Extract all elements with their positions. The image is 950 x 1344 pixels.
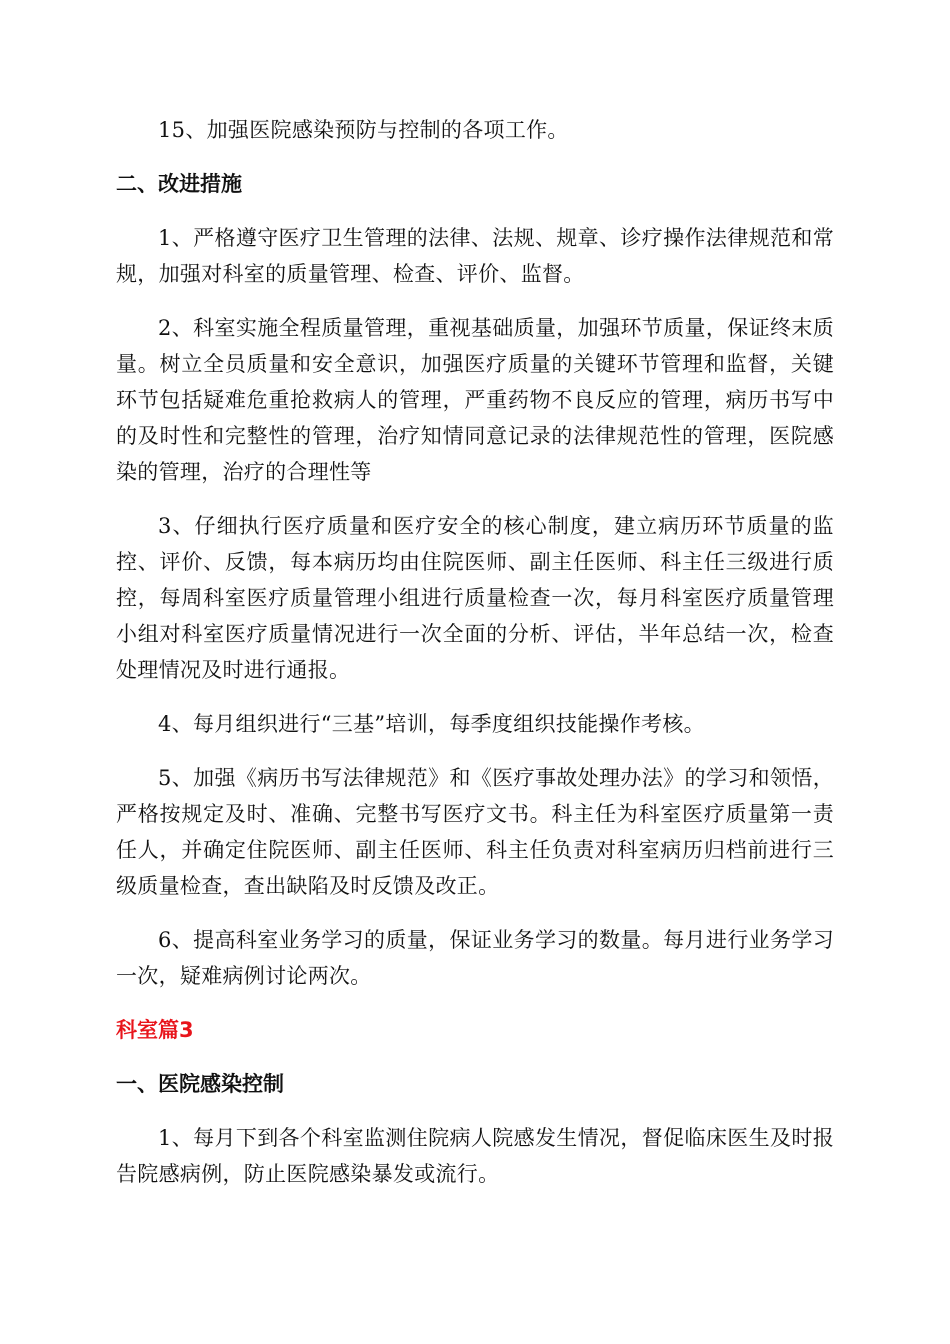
paragraph-infection-1: 1、每月下到各个科室监测住院病人院感发生情况，督促临床医生及时报告院感病例，防止医院感染暴发或流行。 xyxy=(116,1126,834,1186)
document-body xyxy=(116,112,834,1210)
paragraph-measure-1: 1、严格遵守医疗卫生管理的法律、法规、规章、诊疗操作法律规范和常规，加强对科室的质量管理、检查、评价、监督。 xyxy=(116,226,834,286)
paragraph-measure-3: 3、仔细执行医疗质量和医疗安全的核心制度，建立病历环节质量的监控、评价、反馈，每本病历均由住院医师、副主任医师、科主任三级进行质控，每周科室医疗质量管理小组进行质量检查一次，每月科室医疗质量管理小组对科室医疗质量情况进行一次全面的分析、评估，半年总结一次，检查处理情况及时进行通报。 xyxy=(116,514,834,682)
paragraph-measure-2: 2、科室实施全程质量管理，重视基础质量，加强环节质量，保证终末质量。树立全员质量和安全意识，加强医疗质量的关键环节管理和监督，关键环节包括疑难危重抢救病人的管理，严重药物不良反应的管理，病历书写中的及时性和完整性的管理，治疗知情同意记录的法律规范性的管理，医院感染的管理，治疗的合理性等 xyxy=(116,316,834,484)
heading-infection-control: 一、医院感染控制 xyxy=(116,1072,284,1096)
heading-improvement-measures: 二、改进措施 xyxy=(116,172,242,196)
section-title: 科室篇3 xyxy=(116,1018,194,1042)
paragraph-measure-5: 5、加强《病历书写法律规范》和《医疗事故处理办法》的学习和领悟，严格按规定及时、准确、完整书写医疗文书。科主任为科室医疗质量第一责任人，并确定住院医师、副主任医师、科主任负责对科室病历归档前进行三级质量检查，查出缺陷及时反馈及改正。 xyxy=(116,766,834,898)
paragraph-measure-6: 6、提高科室业务学习的质量，保证业务学习的数量。每月进行业务学习一次，疑难病例讨论两次。 xyxy=(116,928,834,988)
paragraph-measure-4: 4、每月组织进行“三基”培训，每季度组织技能操作考核。 xyxy=(158,712,705,736)
paragraph-item-15: 15、加强医院感染预防与控制的各项工作。 xyxy=(158,118,569,142)
